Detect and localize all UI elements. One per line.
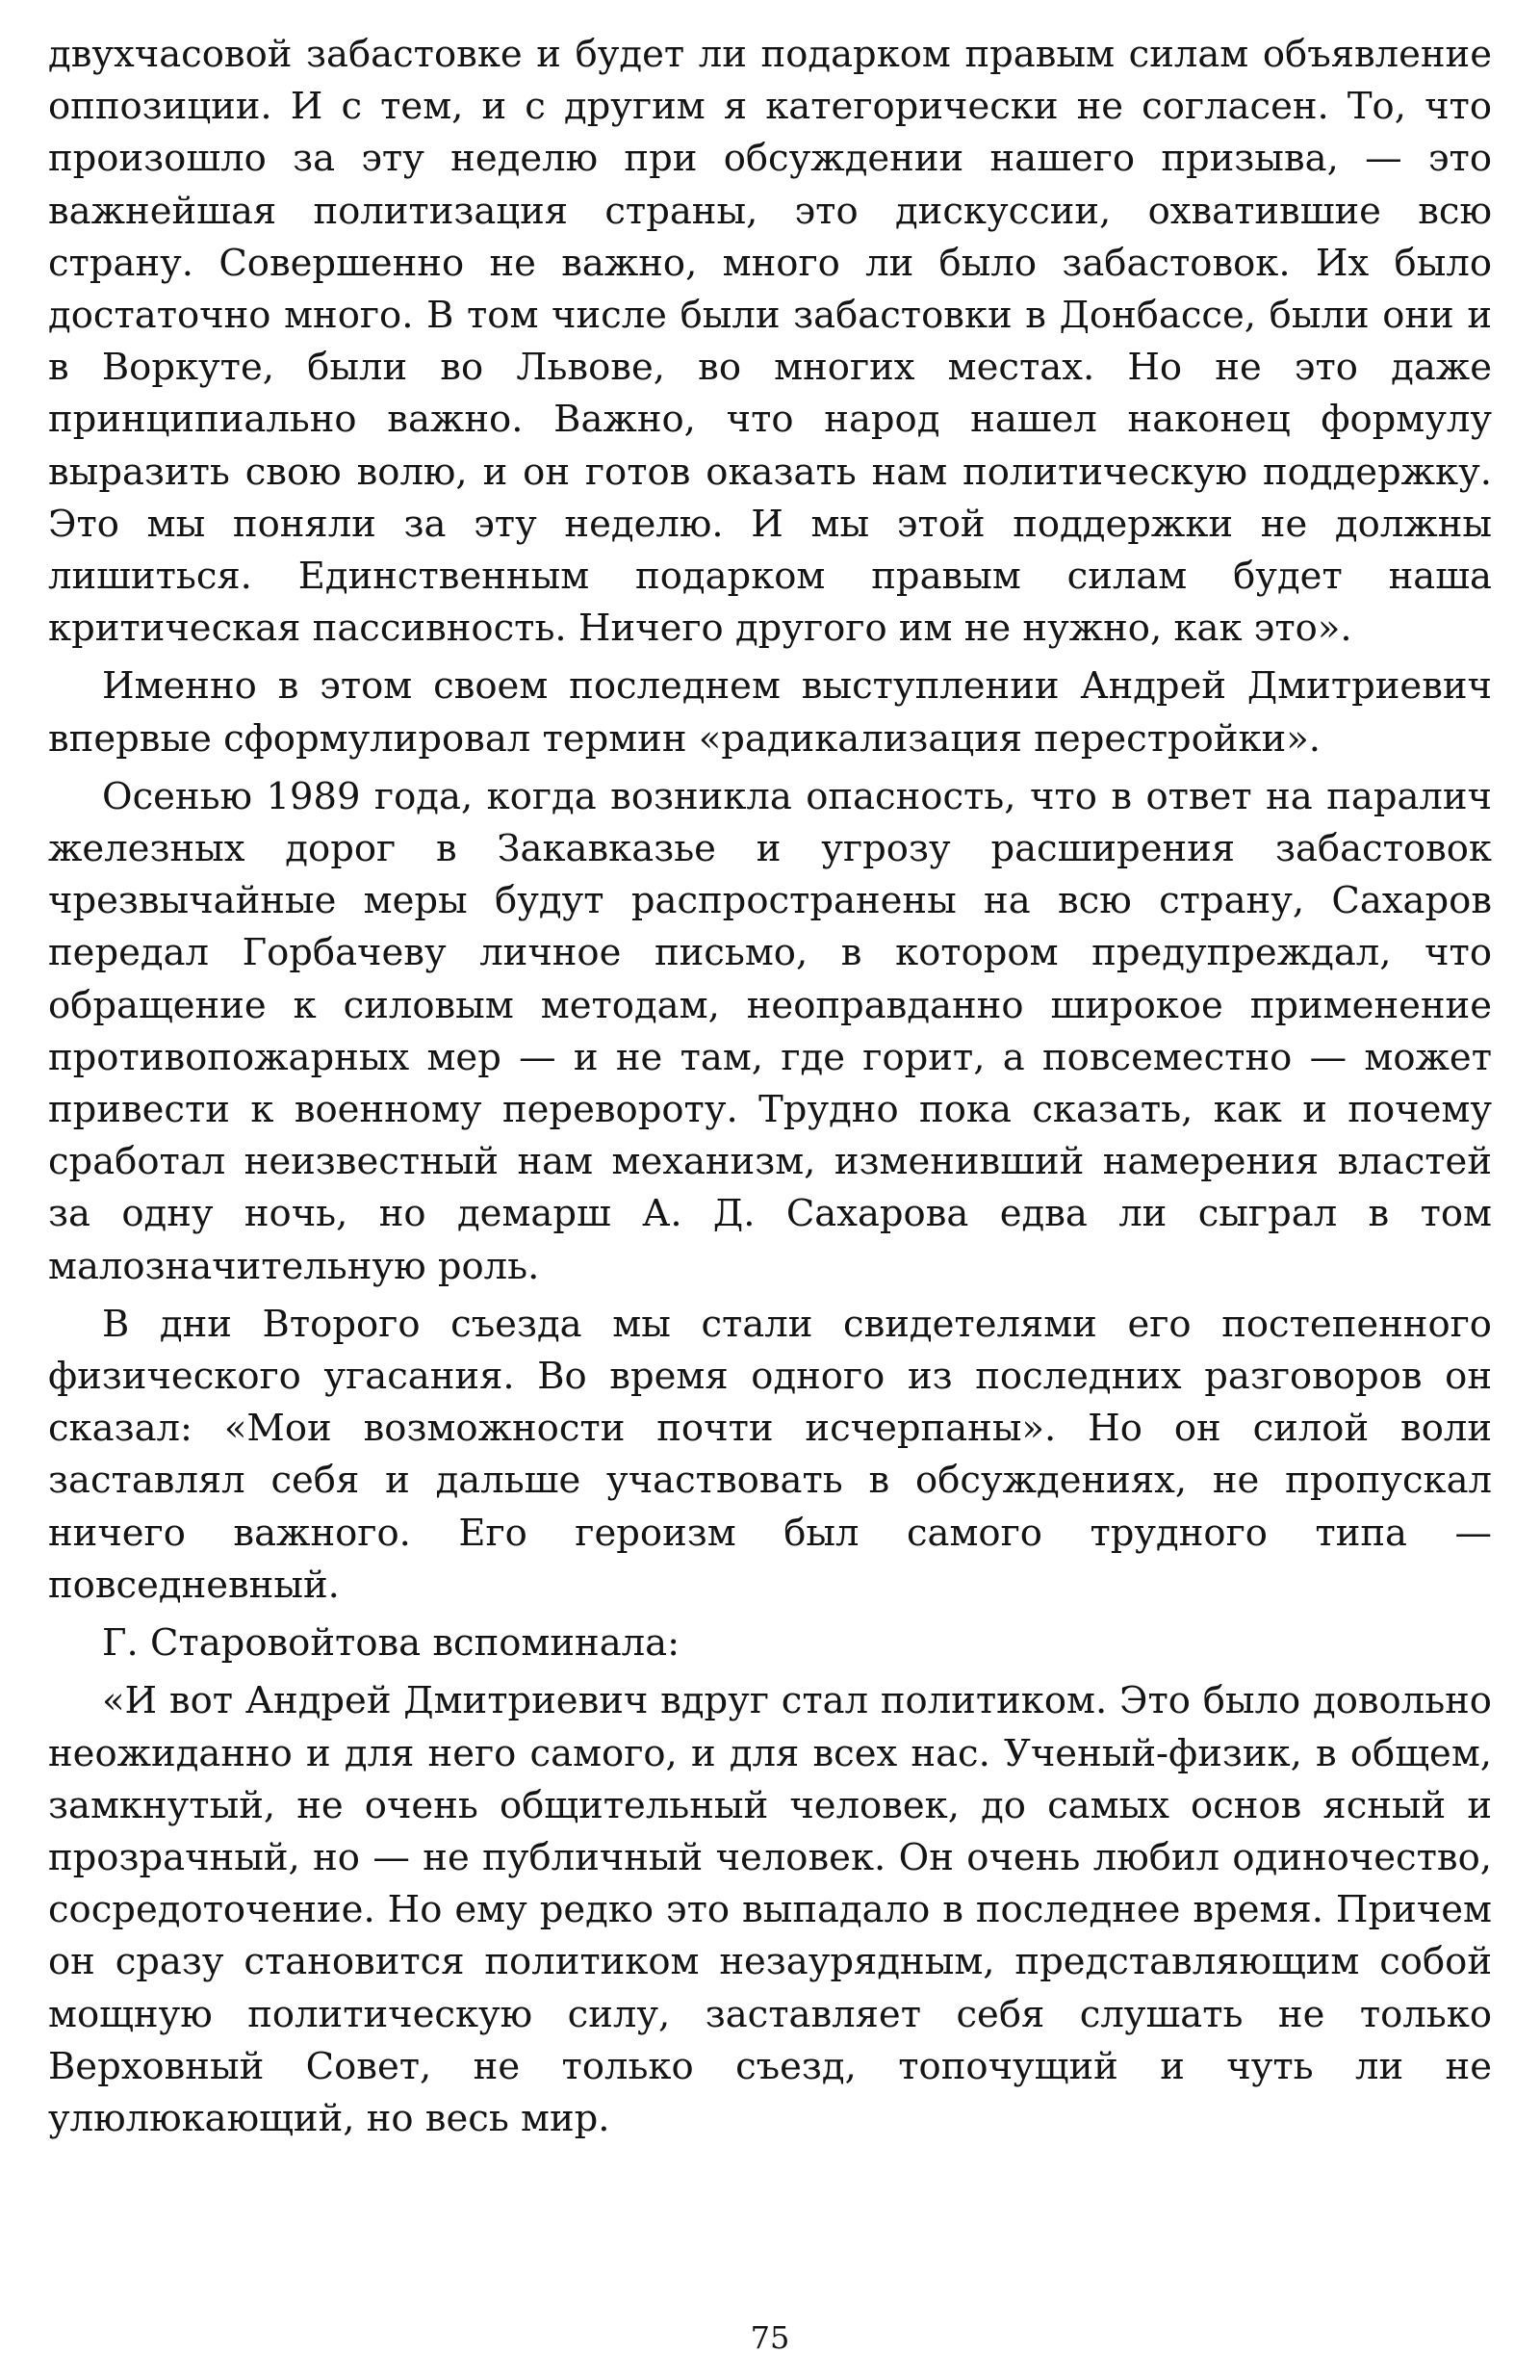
paragraph: Осенью 1989 года, когда возникла опасность, что в ответ на паралич железных дорог в Закавказье и угрозу расширения забастовок чрезвычайные меры будут распространены на всю страну, Сахаров передал Горбачеву личное письмо, в котором предупреждал, что обращение к силовым методам, неоправданно широкое применение противопожарных мер — и не там, где горит, а повсеместно — может привести к военному перевороту. Трудно пока сказать, как и почему сработал неизвестный нам механизм, изменивший намерения властей за одну ночь, но демарш А. Д. Сахарова едва ли сыграл в том малозначительную роль.: [48, 774, 1492, 1288]
paragraph: В дни Второго съезда мы стали свидетелями его постепенного физического угасания. Во время одного из последних разговоров он сказал: «Мои возможности почти исчерпаны». Но он силой воли заставлял себя и дальше участвовать в обсуждениях, не пропускал ничего важного. Его героизм был самого трудного типа — повседневный.: [48, 1302, 1492, 1607]
page-number: 75: [750, 2319, 790, 2356]
page-body: [48, 29, 1492, 2151]
paragraph: Именно в этом своем последнем выступлении Андрей Дмитриевич впервые сформулировал термин «радикализация перестройки».: [48, 664, 1492, 761]
quote-paragraph: «И вот Андрей Дмитриевич вдруг стал политиком. Это было довольно неожиданно и для него самого, и для всех нас. Ученый-физик, в общем, замкнутый, не очень общительный человек, до самых основ ясный и прозрачный, но — не публичный человек. Он очень любил одиночество, сосредоточение. Но ему редко это выпадало в последнее время. Причем он сразу становится политиком незаурядным, представляющим собой мощную политическую силу, заставляет себя слушать не только Верховный Совет, не только съезд, топочущий и чуть ли не улюлюкающий, но весь мир.: [48, 1679, 1492, 2140]
paragraph: Г. Старовойтова вспоминала:: [102, 1621, 680, 1666]
paragraph-continuation: двухчасовой забастовке и будет ли подарком правым силам объявление оппозиции. И с тем, и с другим я категорически не согласен. То, что произошло за эту неделю при обсуждении нашего призыва, — это важнейшая политизация страны, это дискуссии, охватившие всю страну. Совершенно не важно, много ли было забастовок. Их было достаточно много. В том числе были забастовки в Донбассе, были они и в Воркуте, были во Львове, во многих местах. Но не это даже принципиально важно. Важно, что народ нашел наконец формулу выразить свою волю, и он готов оказать нам политическую поддержку. Это мы поняли за эту неделю. И мы этой поддержки не должны лишиться. Единственным подарком правым силам будет наша критическая пассивность. Ничего другого им не нужно, как это».: [48, 33, 1492, 651]
